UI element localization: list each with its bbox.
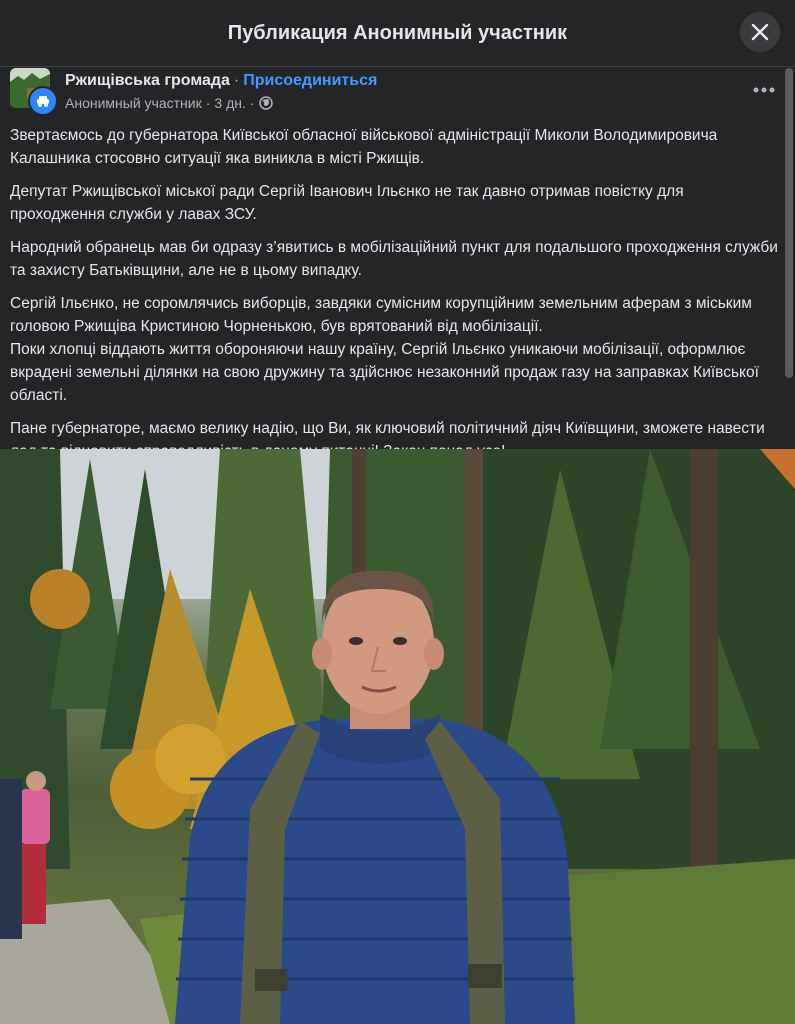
post-meta: [65, 95, 273, 111]
post-time-link[interactable]: 3 дн.: [214, 95, 246, 111]
post-body: [10, 124, 780, 473]
close-icon: [751, 23, 769, 41]
globe-icon: [259, 96, 273, 110]
post-paragraph: Поки хлопці віддають життя обороняючи нашу країну, Сергій Ільєнко уникаючи мобілізації, оформлює вкрадені земельні ділянки на свою дружину та здійснює незаконний продаж газу на заправках Київської області.: [10, 341, 759, 404]
modal-title: Публикация Анонимный участник: [227, 21, 568, 44]
post-paragraph: Депутат Ржищівської міської ради Сергій Іванович Ільєнко не так давно отримав повістку для проходження служби у лавах ЗСУ.: [10, 183, 684, 223]
ellipsis-icon: [753, 87, 775, 93]
post-paragraph: Сергій Ільєнко, не соромлячись виборців, завдяки сумісним корупційним земельним аферам з міським головою Ржищіва Кристиною Чорненькою, був врятований від мобілізації.: [10, 295, 752, 335]
author-name: Анонимный участник: [65, 95, 202, 111]
anonymous-user-icon: [28, 86, 58, 116]
separator-dot: ·: [233, 72, 240, 89]
post-photo[interactable]: [0, 449, 795, 1024]
separator-dot: ·: [249, 95, 255, 111]
post-header: [10, 68, 790, 116]
post-paragraph: Звертаємось до губернатора Київської обласної військової адміністрації Миколи Володимировича Калашника стосовно ситуації яка виникла в місті Ржищів.: [10, 127, 718, 167]
more-options-button[interactable]: [752, 82, 776, 98]
post-paragraph: Народний обранець мав би одразу з’явитись в мобілізаційний пункт для подальшого проходження служби та захисту Батьківщини, але не в цьому випадку.: [10, 239, 778, 279]
photo-illustration: [0, 449, 795, 1024]
modal-header: [0, 0, 795, 67]
join-group-link[interactable]: Присоединиться: [243, 72, 378, 89]
close-button[interactable]: [740, 12, 780, 52]
group-name-link[interactable]: Ржищівська громада: [65, 72, 230, 89]
avatar[interactable]: [10, 68, 54, 112]
post-paragraph: Пане губернаторе, маємо велику надію, що Ви, як ключовий політичний діяч Київщини, зможете навести: [10, 420, 765, 437]
post-header-line: [65, 72, 377, 90]
separator-dot: ·: [205, 95, 211, 111]
